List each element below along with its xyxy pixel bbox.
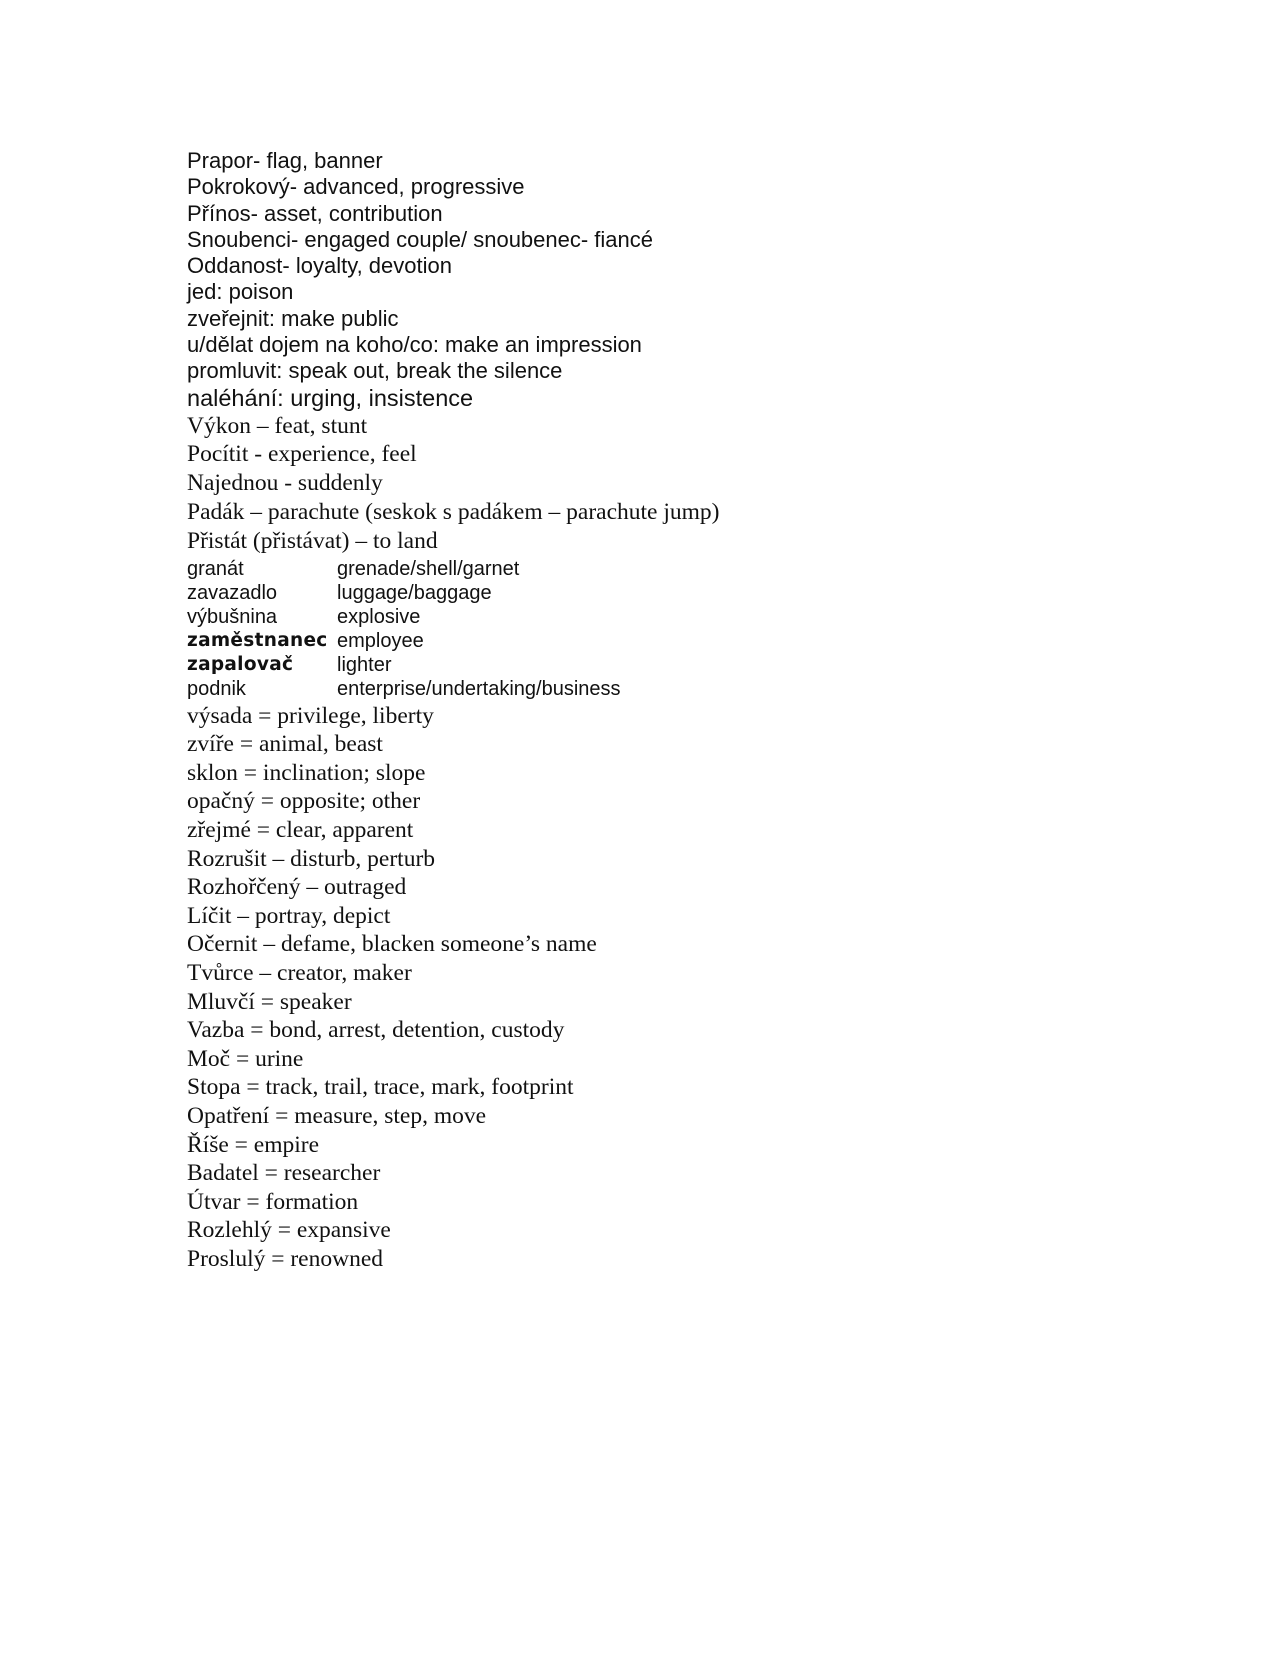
vocab-line: Padák – parachute (seskok s padákem – parachute jump) [187,499,720,526]
vocab-line: Výkon – feat, stunt [187,412,368,439]
vocabulary-list [187,148,1087,1274]
vocab-line: Rozlehlý = expansive [187,1217,391,1244]
vocab-table [187,557,1087,701]
vocab-line: zřejmé = clear, apparent [187,817,414,844]
english-term: enterprise/undertaking/business [337,677,621,700]
english-term: employee [337,629,424,652]
czech-term: zapalovač [187,653,294,675]
serif-vocab-group-b [187,702,1087,1274]
table-row [187,653,1087,677]
vocab-line: opačný = opposite; other [187,788,421,815]
czech-term: výbušnina [187,605,278,628]
vocab-line: Pokrokový- advanced, progressive [187,174,525,200]
vocab-line: Říše = empire [187,1131,320,1158]
vocab-line: Snoubenci- engaged couple/ snoubenec- fiancé [187,226,654,252]
vocab-line: Rozhořčený – outraged [187,874,407,901]
serif-vocab-group-a [187,412,1087,556]
vocab-line: zveřejnit: make public [187,305,399,331]
vocab-line: Rozrušit – disturb, perturb [187,845,436,872]
vocab-line: Badatel = researcher [187,1160,381,1187]
vocab-line: Líčit – portray, depict [187,902,391,929]
czech-term: zavazadlo [187,581,278,604]
vocab-line: Útvar = formation [187,1188,359,1215]
table-row [187,605,1087,629]
vocab-line: Pocítit - experience, feel [187,441,417,468]
vocab-line: Proslulý = renowned [187,1245,384,1272]
vocab-line: Vazba = bond, arrest, detention, custody [187,1017,565,1044]
table-row [187,677,1087,701]
vocab-line: promluvit: speak out, break the silence [187,358,563,384]
vocab-line: Prapor- flag, banner [187,148,383,173]
vocab-line: jed: poison [187,279,294,305]
vocab-line: Oddanost- loyalty, devotion [187,253,452,279]
vocab-line: Očernit – defame, blacken someone’s name [187,931,597,958]
vocab-line: zvíře = animal, beast [187,731,383,758]
vocab-line: u/dělat dojem na koho/co: make an impression [187,332,642,358]
vocab-line: Moč = urine [187,1045,304,1072]
czech-term: podnik [187,677,246,700]
vocab-line: Přínos- asset, contribution [187,200,443,226]
english-term: explosive [337,605,421,628]
english-term: grenade/shell/garnet [337,557,520,580]
sans-vocab-group [187,148,1087,412]
english-term: luggage/baggage [337,581,492,604]
vocab-line: Opatření = measure, step, move [187,1102,487,1129]
table-row [187,557,1087,581]
vocab-line: výsada = privilege, liberty [187,702,434,729]
vocab-line: Tvůrce – creator, maker [187,960,412,986]
vocab-line: Najednou - suddenly [187,470,383,497]
vocab-line: Stopa = track, trail, trace, mark, footprint [187,1074,574,1101]
table-row [187,629,1087,653]
vocab-line: naléhání: urging, insistence [187,384,474,411]
english-term: lighter [337,653,392,676]
vocab-line: Mluvčí = speaker [187,988,352,1015]
czech-term: zaměstnanec [187,629,328,651]
vocab-line: sklon = inclination; slope [187,759,426,786]
vocab-line: Přistát (přistávat) – to land [187,527,438,554]
table-row [187,581,1087,605]
czech-term: granát [187,557,244,580]
